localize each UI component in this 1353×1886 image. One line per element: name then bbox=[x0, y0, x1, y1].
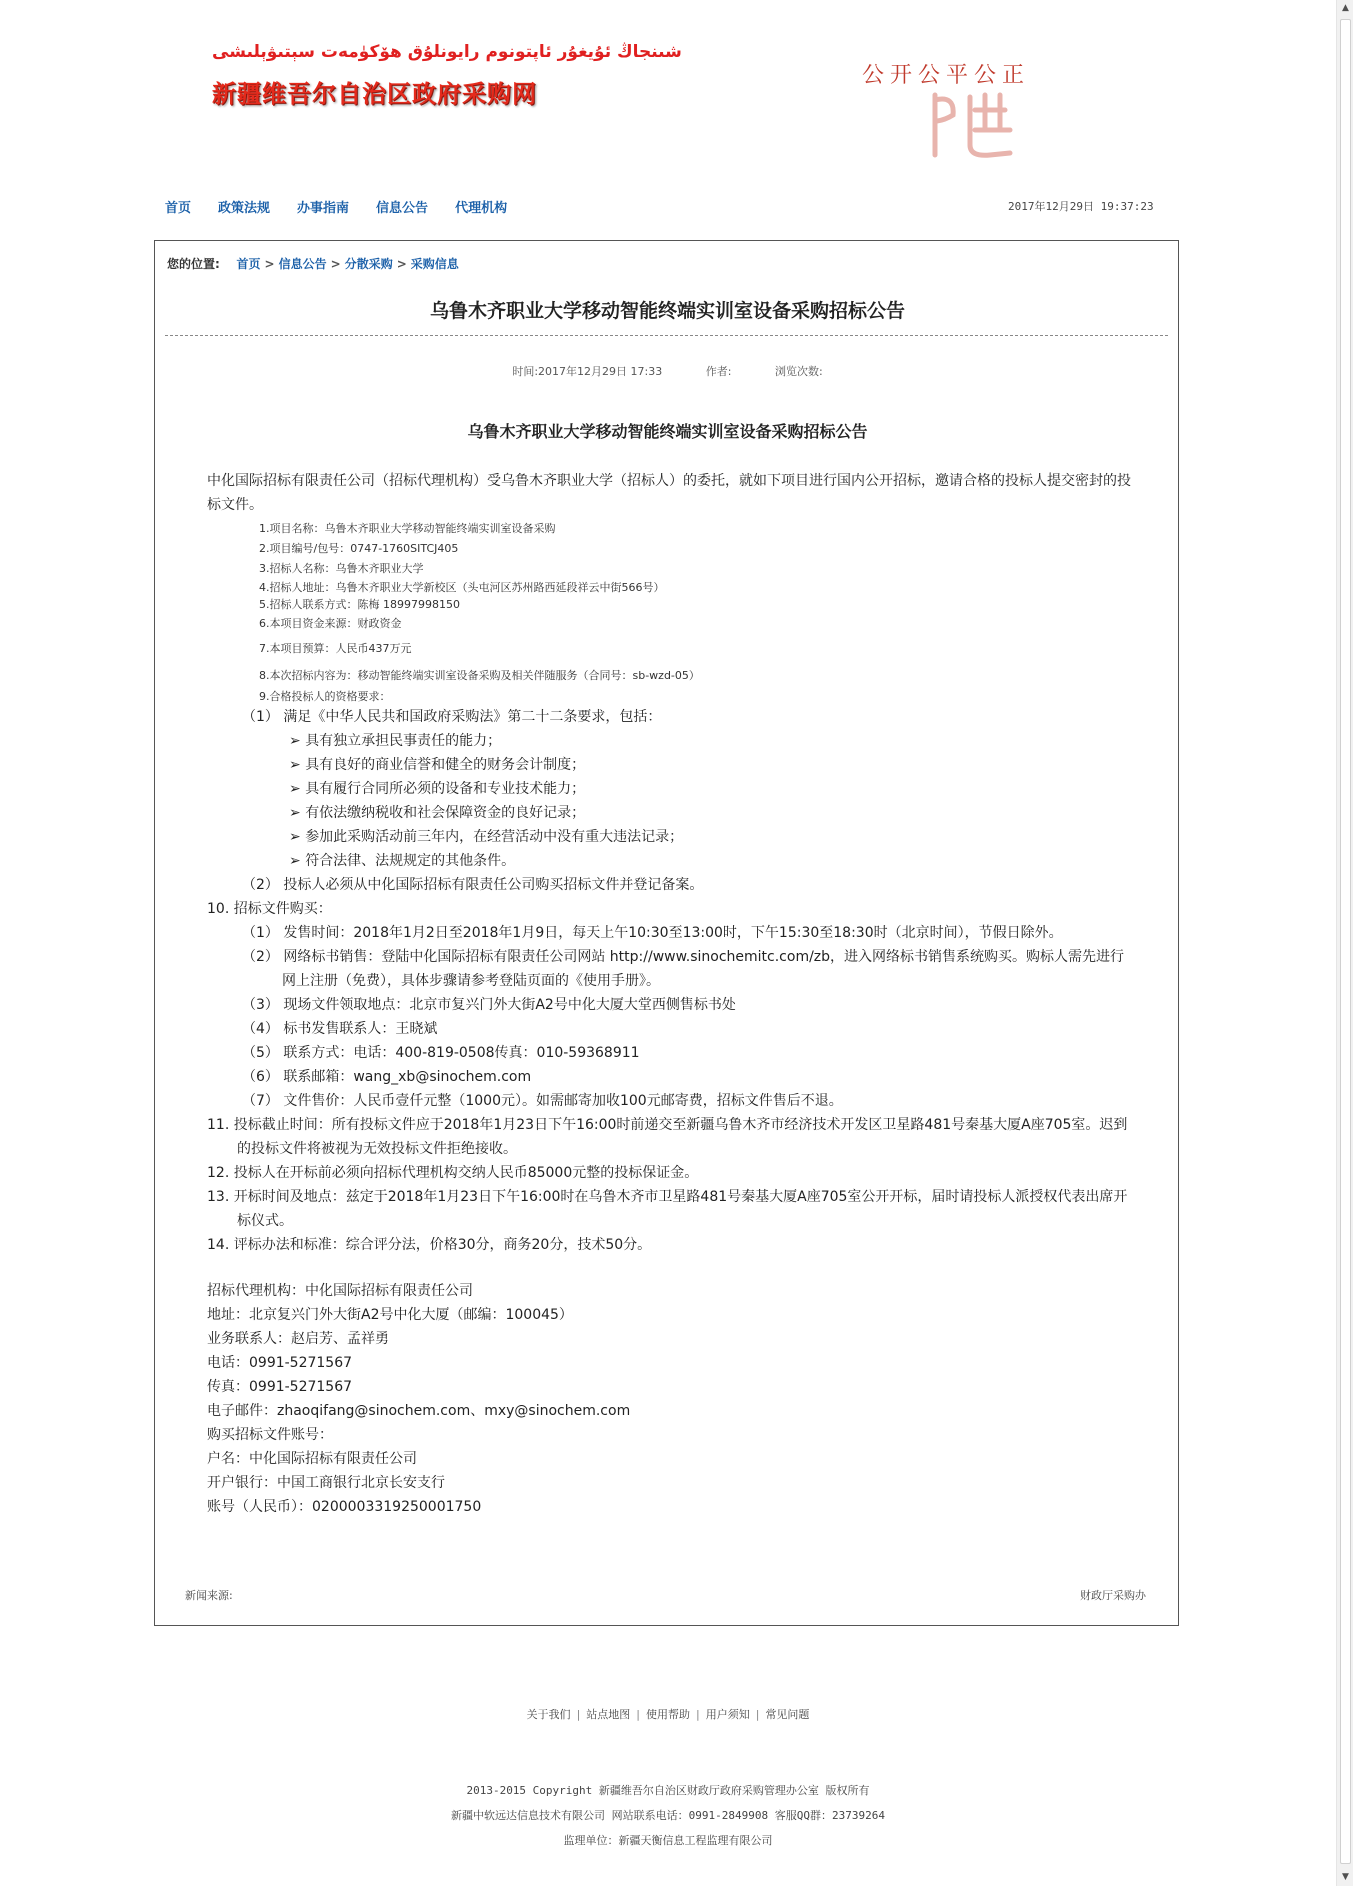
breadcrumb-announcements[interactable]: 信息公告 bbox=[278, 257, 327, 271]
list-item: 8.本次招标内容为：移动智能终端实训室设备采购及相关伴随服务（合同号：sb-wzd-05） bbox=[259, 669, 700, 682]
arrow-bullet-icon: ➢ bbox=[289, 757, 306, 773]
contact-line: 传真：0991-5271567 bbox=[207, 1379, 353, 1395]
contact-line: 购买招标文件账号： bbox=[207, 1427, 333, 1443]
breadcrumb bbox=[167, 255, 459, 272]
contact-block bbox=[207, 1279, 1132, 1519]
list-item: 5.招标人联系方式：陈梅 18997998150 bbox=[259, 598, 460, 611]
site-logo[interactable]: 新疆维吾尔自治区政府采购网 bbox=[212, 80, 537, 108]
item-13: 13. 开标时间及地点：兹定于2018年1月23日下午16:00时在乌鲁木齐市卫星路481号秦基大厦A座705室公开开标，届时请投标人派授权代表出席开标仪式。 bbox=[207, 1189, 1128, 1229]
chevron-right-icon: > bbox=[396, 257, 407, 271]
breadcrumb-decentralized[interactable]: 分散采购 bbox=[344, 257, 393, 271]
sub-item: （5） 联系方式：电话：400-819-0508传真：010-59368911 bbox=[242, 1045, 640, 1061]
view-count: 浏览次数: bbox=[774, 365, 823, 378]
calligraphy-seal-icon bbox=[915, 85, 1035, 165]
list-item: 9.合格投标人的资格要求： bbox=[259, 690, 391, 703]
list-item: ➢ 具有履行合同所必须的设备和专业技术能力； bbox=[289, 781, 586, 797]
contact-line: 开户银行：中国工商银行北京长安支行 bbox=[207, 1475, 445, 1491]
article-body bbox=[207, 469, 1132, 1519]
footer-link-terms[interactable]: 用户须知 bbox=[705, 1708, 750, 1721]
list-item: ➢ 具有独立承担民事责任的能力； bbox=[289, 733, 502, 749]
breadcrumb-label: 您的位置: bbox=[167, 257, 220, 271]
site-logo-uyghur: شىنجاڭ ئۇيغۇر ئاپتونوم رايونلۇق ھۆكۈمەت سېتىۋېلىشى bbox=[212, 42, 682, 62]
contact-line: 招标代理机构：中化国际招标有限责任公司 bbox=[207, 1283, 473, 1299]
article-meta bbox=[155, 363, 1180, 379]
list-item: 7.本项目预算：人民币437万元 bbox=[259, 642, 412, 655]
list-item: 3.招标人名称：乌鲁木齐职业大学 bbox=[259, 562, 424, 575]
arrow-bullet-icon: ➢ bbox=[289, 805, 306, 821]
sub-item: （2） 网络标书销售：登陆中化国际招标有限责任公司网站 http://www.sinochemitc.com/zb，进入网络标书销售系统购买。购标人需先进行网上注册（免费），具体步骤请参考登陆页面的《使用手册》。 bbox=[242, 949, 1125, 989]
nav-agencies[interactable]: 代理机构 bbox=[455, 201, 508, 216]
intro-paragraph: 中化国际招标有限责任公司（招标代理机构）受乌鲁木齐职业大学（招标人）的委托，就如下项目进行国内公开招标，邀请合格的投标人提交密封的投标文件。 bbox=[207, 473, 1131, 513]
article-container bbox=[154, 240, 1179, 1626]
copyright: 2013-2015 Copyright 新疆维吾尔自治区财政厅政府采购管理办公室 版权所有 bbox=[466, 1784, 870, 1797]
list-item: 4.招标人地址：乌鲁木齐职业大学新校区（头屯河区苏州路西延段祥云中街566号） bbox=[259, 581, 665, 594]
slogan: 公开公平公正 bbox=[862, 63, 1031, 88]
news-source-label: 新闻来源: bbox=[185, 1589, 233, 1602]
footer-links: 关于我们 | 站点地图 | 使用帮助 | 用户须知 | 常见问题 bbox=[526, 1708, 810, 1721]
arrow-bullet-icon: ➢ bbox=[289, 733, 306, 749]
list-item: 6.本项目资金来源：财政资金 bbox=[259, 617, 402, 630]
list-item: ➢ 具有良好的商业信誉和健全的财务会计制度； bbox=[289, 757, 586, 773]
nav-home[interactable]: 首页 bbox=[165, 201, 192, 216]
contact-line: 电子邮件：zhaoqifang@sinochem.com、mxy@sinochem.com bbox=[207, 1403, 631, 1419]
footer-link-help[interactable]: 使用帮助 bbox=[646, 1708, 690, 1721]
sub-item: （6） 联系邮箱：wang_xb@sinochem.com bbox=[242, 1069, 532, 1085]
article-title: 乌鲁木齐职业大学移动智能终端实训室设备采购招标公告 bbox=[467, 422, 868, 441]
list-item: 1.项目名称：乌鲁木齐职业大学移动智能终端实训室设备采购 bbox=[259, 522, 556, 535]
contact-line: 业务联系人：赵启芳、孟祥勇 bbox=[207, 1331, 389, 1347]
nav-announcements[interactable]: 信息公告 bbox=[376, 201, 429, 216]
bullet-list bbox=[207, 729, 1132, 873]
page-title: 乌鲁木齐职业大学移动智能终端实训室设备采购招标公告 bbox=[429, 300, 905, 322]
current-datetime: 2017年12月29日 19:37:23 bbox=[1008, 200, 1154, 213]
scroll-up-icon[interactable]: ▲ bbox=[1342, 3, 1349, 13]
scroll-down-icon[interactable]: ▼ bbox=[1342, 1872, 1349, 1882]
list-item: ➢ 符合法律、法规规定的其他条件。 bbox=[289, 853, 516, 869]
item-11: 11. 投标截止时间：所有投标文件应于2018年1月23日下午16:00时前递交至新疆乌鲁木齐市经济技术开发区卫星路481号秦基大厦A座705室。迟到的投标文件将被视为无效投标文件拒绝接收。 bbox=[207, 1117, 1128, 1157]
author: 作者: bbox=[705, 365, 732, 378]
arrow-bullet-icon: ➢ bbox=[289, 781, 306, 797]
site-header bbox=[0, 0, 1336, 170]
tech-support: 新疆中软远达信息技术有限公司 网站联系电话：0991-2849908 客服QQ群：23739264 bbox=[451, 1809, 885, 1822]
contact-line: 账号（人民币）：0200003319250001750 bbox=[207, 1499, 482, 1515]
sub-item: （1） 发售时间：2018年1月2日至2018年1月9日，每天上午10:30至13:00时，下午15:30至18:30时（北京时间），节假日除外。 bbox=[242, 925, 1063, 941]
requirement-2: （2） 投标人必须从中化国际招标有限责任公司购买招标文件并登记备案。 bbox=[242, 877, 704, 893]
list-item: ➢ 有依法缴纳税收和社会保障资金的良好记录； bbox=[289, 805, 586, 821]
breadcrumb-procurement-info[interactable]: 采购信息 bbox=[410, 257, 459, 271]
scroll-thumb[interactable] bbox=[1340, 19, 1351, 1864]
sub-item: （4） 标书发售联系人：王晓斌 bbox=[242, 1021, 438, 1037]
item-list bbox=[207, 519, 1132, 705]
footer-link-about[interactable]: 关于我们 bbox=[526, 1708, 571, 1721]
footer-link-sitemap[interactable]: 站点地图 bbox=[586, 1708, 631, 1721]
contact-line: 户名：中化国际招标有限责任公司 bbox=[207, 1451, 417, 1467]
nav-guide[interactable]: 办事指南 bbox=[297, 201, 350, 216]
sub-item: （7） 文件售价：人民币壹仟元整（1000元）。如需邮寄加收100元邮寄费，招标文件售后不退。 bbox=[242, 1093, 843, 1109]
vertical-scrollbar[interactable] bbox=[1336, 0, 1353, 1886]
news-source-value: 财政厅采购办 bbox=[1080, 1589, 1146, 1602]
item-10: 10. 招标文件购买： bbox=[207, 901, 332, 917]
nav-policy[interactable]: 政策法规 bbox=[218, 201, 271, 216]
arrow-bullet-icon: ➢ bbox=[289, 829, 306, 845]
divider bbox=[165, 335, 1168, 336]
item-12: 12. 投标人在开标前必须向招标代理机构交纳人民币85000元整的投标保证金。 bbox=[207, 1165, 699, 1181]
sub-item: （3） 现场文件领取地点：北京市复兴门外大街A2号中化大厦大堂西侧售标书处 bbox=[242, 997, 736, 1013]
contact-line: 电话：0991-5271567 bbox=[207, 1355, 353, 1371]
footer-link-faq[interactable]: 常见问题 bbox=[765, 1708, 810, 1721]
chevron-right-icon: > bbox=[330, 257, 341, 271]
requirement-1: （1） 满足《中华人民共和国政府采购法》第二十二条要求，包括： bbox=[242, 709, 662, 725]
supervisor: 监理单位：新疆天衡信息工程监理有限公司 bbox=[563, 1834, 773, 1847]
arrow-bullet-icon: ➢ bbox=[289, 853, 306, 869]
breadcrumb-home[interactable]: 首页 bbox=[236, 257, 261, 271]
item-14: 14. 评标办法和标准：综合评分法，价格30分，商务20分，技术50分。 bbox=[207, 1237, 652, 1253]
contact-line: 地址：北京复兴门外大街A2号中化大厦（邮编：100045） bbox=[207, 1307, 573, 1323]
publish-time: 时间:2017年12月29日 17:33 bbox=[512, 365, 663, 378]
chevron-right-icon: > bbox=[264, 257, 275, 271]
main-nav bbox=[165, 197, 534, 216]
list-item: ➢ 参加此采购活动前三年内，在经营活动中没有重大违法记录； bbox=[289, 829, 684, 845]
list-item: 2.项目编号/包号：0747-1760SITCJ405 bbox=[259, 542, 459, 555]
